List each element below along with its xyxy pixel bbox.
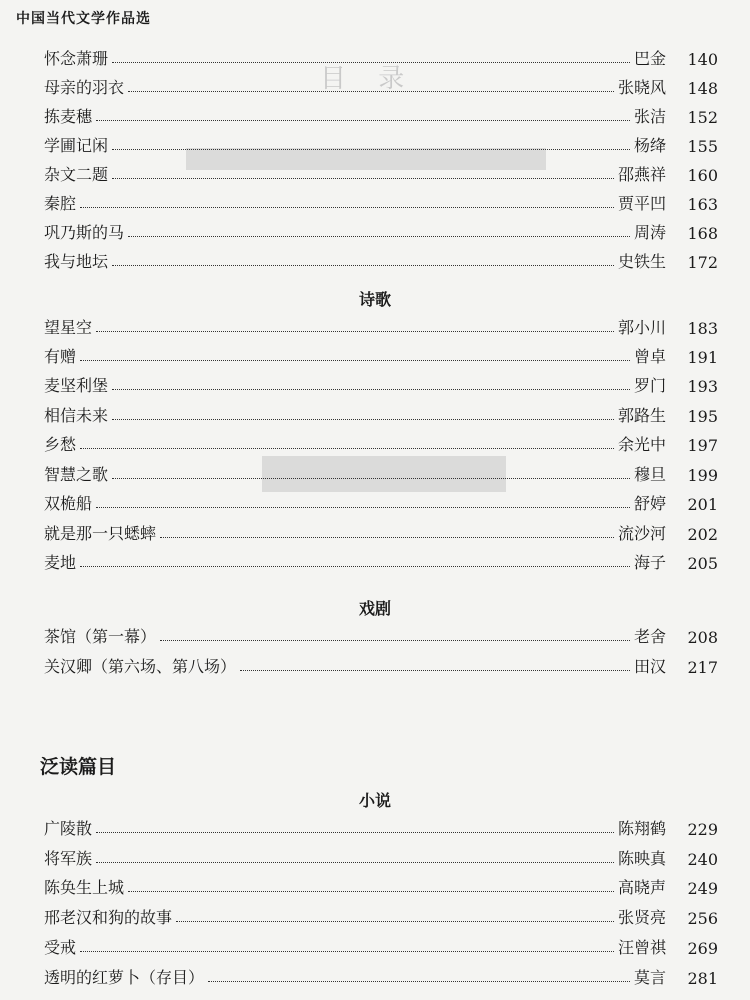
section-heading-poetry: 诗歌 — [358, 290, 391, 309]
entry-title: 杂文二题 — [44, 165, 109, 184]
entry-author: 陈映真 — [617, 849, 666, 868]
dot-leader — [80, 207, 614, 208]
toc-entry[interactable] — [44, 400, 718, 426]
entry-author: 张贤亮 — [617, 908, 666, 927]
entry-page-number: 202 — [687, 525, 718, 544]
toc-entry[interactable] — [44, 43, 718, 69]
dot-leader — [96, 862, 614, 863]
entry-title: 广陵散 — [44, 819, 93, 838]
entry-author: 舒婷 — [633, 494, 666, 513]
entry-page-number: 205 — [687, 554, 718, 573]
part-heading-extended-reading: 泛读篇目 — [40, 756, 117, 778]
toc-entry[interactable] — [44, 159, 718, 185]
entry-page-number: 281 — [687, 969, 718, 988]
entry-title: 邢老汉和狗的故事 — [44, 908, 173, 927]
toc-entry[interactable] — [44, 429, 718, 455]
entry-author: 高晓声 — [617, 878, 666, 897]
toc-entry[interactable] — [44, 370, 718, 396]
entry-title: 母亲的羽衣 — [44, 78, 125, 97]
entry-author: 郭路生 — [617, 406, 666, 425]
entry-page-number: 155 — [687, 137, 718, 156]
entry-title: 智慧之歌 — [44, 465, 109, 484]
entry-author: 莫言 — [633, 968, 666, 987]
entry-page-number: 160 — [687, 166, 718, 185]
dot-leader — [96, 832, 614, 833]
entry-page-number: 163 — [687, 195, 718, 214]
entry-title: 关汉卿（第六场、第八场） — [44, 657, 237, 676]
dot-leader — [176, 921, 614, 922]
dot-leader — [80, 360, 630, 361]
entry-author: 田汉 — [633, 657, 666, 676]
entry-title: 受戒 — [44, 938, 77, 957]
entry-author: 余光中 — [617, 435, 666, 454]
entry-page-number: 191 — [687, 348, 718, 367]
entry-page-number: 172 — [687, 253, 718, 272]
toc-entry[interactable] — [44, 101, 718, 127]
toc-entry[interactable] — [44, 459, 718, 485]
dot-leader — [80, 566, 630, 567]
dot-leader — [240, 670, 630, 671]
entry-page-number: 152 — [687, 108, 718, 127]
entry-author: 汪曾祺 — [617, 938, 666, 957]
entry-page-number: 197 — [687, 436, 718, 455]
entry-author: 老舍 — [633, 627, 666, 646]
entry-author: 陈翔鹤 — [617, 819, 666, 838]
dot-leader — [80, 951, 614, 952]
entry-author: 杨绛 — [633, 136, 666, 155]
entry-page-number: 193 — [687, 377, 718, 396]
entry-page-number: 183 — [687, 319, 718, 338]
dot-leader — [112, 62, 630, 63]
entry-title: 秦腔 — [44, 194, 77, 213]
entry-title: 有赠 — [44, 347, 77, 366]
section-heading-drama: 戏剧 — [358, 599, 391, 618]
entry-title: 怀念萧珊 — [44, 49, 109, 68]
entry-title: 望星空 — [44, 318, 93, 337]
toc-entry[interactable] — [44, 902, 718, 928]
toc-entry[interactable] — [44, 341, 718, 367]
dot-leader — [112, 478, 630, 479]
toc-entry[interactable] — [44, 246, 718, 272]
entry-page-number: 269 — [687, 939, 718, 958]
toc-entry[interactable] — [44, 651, 718, 677]
dot-leader — [96, 120, 630, 121]
entry-title: 乡愁 — [44, 435, 77, 454]
entry-title: 麦地 — [44, 553, 77, 572]
entry-author: 郭小川 — [617, 318, 666, 337]
dot-leader — [112, 265, 614, 266]
entry-title: 就是那一只蟋蟀 — [44, 524, 157, 543]
entry-title: 我与地坛 — [44, 252, 109, 271]
entry-title: 学圃记闲 — [44, 136, 109, 155]
toc-entry[interactable] — [44, 843, 718, 869]
dot-leader — [112, 419, 614, 420]
entry-author: 邵燕祥 — [617, 165, 666, 184]
entry-author: 罗门 — [633, 376, 666, 395]
entry-page-number: 208 — [687, 628, 718, 647]
toc-entry[interactable] — [44, 130, 718, 156]
toc-entry[interactable] — [44, 621, 718, 647]
entry-author: 史铁生 — [617, 252, 666, 271]
entry-page-number: 229 — [687, 820, 718, 839]
entry-title: 双桅船 — [44, 494, 93, 513]
entry-author: 流沙河 — [617, 524, 666, 543]
entry-page-number: 168 — [687, 224, 718, 243]
running-header: 中国当代文学作品选 — [16, 11, 151, 27]
entry-author: 周涛 — [633, 223, 666, 242]
toc-entry[interactable] — [44, 962, 718, 988]
entry-author: 穆旦 — [633, 465, 666, 484]
dot-leader — [128, 891, 614, 892]
entry-title: 拣麦穗 — [44, 107, 93, 126]
dot-leader — [128, 236, 630, 237]
section-heading-fiction: 小说 — [358, 791, 391, 810]
entry-page-number: 199 — [687, 466, 718, 485]
toc-entry[interactable] — [44, 217, 718, 243]
toc-entry[interactable] — [44, 872, 718, 898]
entry-page-number: 256 — [687, 909, 718, 928]
dot-leader — [112, 178, 614, 179]
entry-author: 曾卓 — [633, 347, 666, 366]
toc-entry[interactable] — [44, 813, 718, 839]
dot-leader — [128, 91, 614, 92]
entry-page-number: 240 — [687, 850, 718, 869]
entry-page-number: 140 — [687, 50, 718, 69]
entry-title: 相信未来 — [44, 406, 109, 425]
entry-author: 海子 — [633, 553, 666, 572]
entry-title: 透明的红萝卜（存目） — [44, 968, 205, 987]
entry-page-number: 217 — [687, 658, 718, 677]
entry-page-number: 195 — [687, 407, 718, 426]
dot-leader — [160, 640, 630, 641]
entry-title: 巩乃斯的马 — [44, 223, 125, 242]
toc-entry[interactable] — [44, 932, 718, 958]
dot-leader — [160, 537, 614, 538]
entry-author: 巴金 — [633, 49, 666, 68]
toc-entry[interactable] — [44, 488, 718, 514]
toc-entry[interactable] — [44, 72, 718, 98]
entry-title: 陈奂生上城 — [44, 878, 125, 897]
entry-title: 麦坚利堡 — [44, 376, 109, 395]
entry-page-number: 249 — [687, 879, 718, 898]
toc-entry[interactable] — [44, 188, 718, 214]
entry-page-number: 148 — [687, 79, 718, 98]
entry-title: 将军族 — [44, 849, 93, 868]
toc-entry[interactable] — [44, 518, 718, 544]
toc-entry[interactable] — [44, 547, 718, 573]
dot-leader — [96, 507, 630, 508]
dot-leader — [112, 389, 630, 390]
dot-leader — [112, 149, 630, 150]
entry-author: 张洁 — [633, 107, 666, 126]
bleed-through-text: 目 录 — [320, 64, 417, 94]
entry-title: 茶馆（第一幕） — [44, 627, 157, 646]
dot-leader — [208, 981, 630, 982]
entry-author: 张晓风 — [617, 78, 666, 97]
entry-page-number: 201 — [687, 495, 718, 514]
dot-leader — [96, 331, 614, 332]
dot-leader — [80, 448, 614, 449]
toc-entry[interactable] — [44, 312, 718, 338]
entry-author: 贾平凹 — [617, 194, 666, 213]
